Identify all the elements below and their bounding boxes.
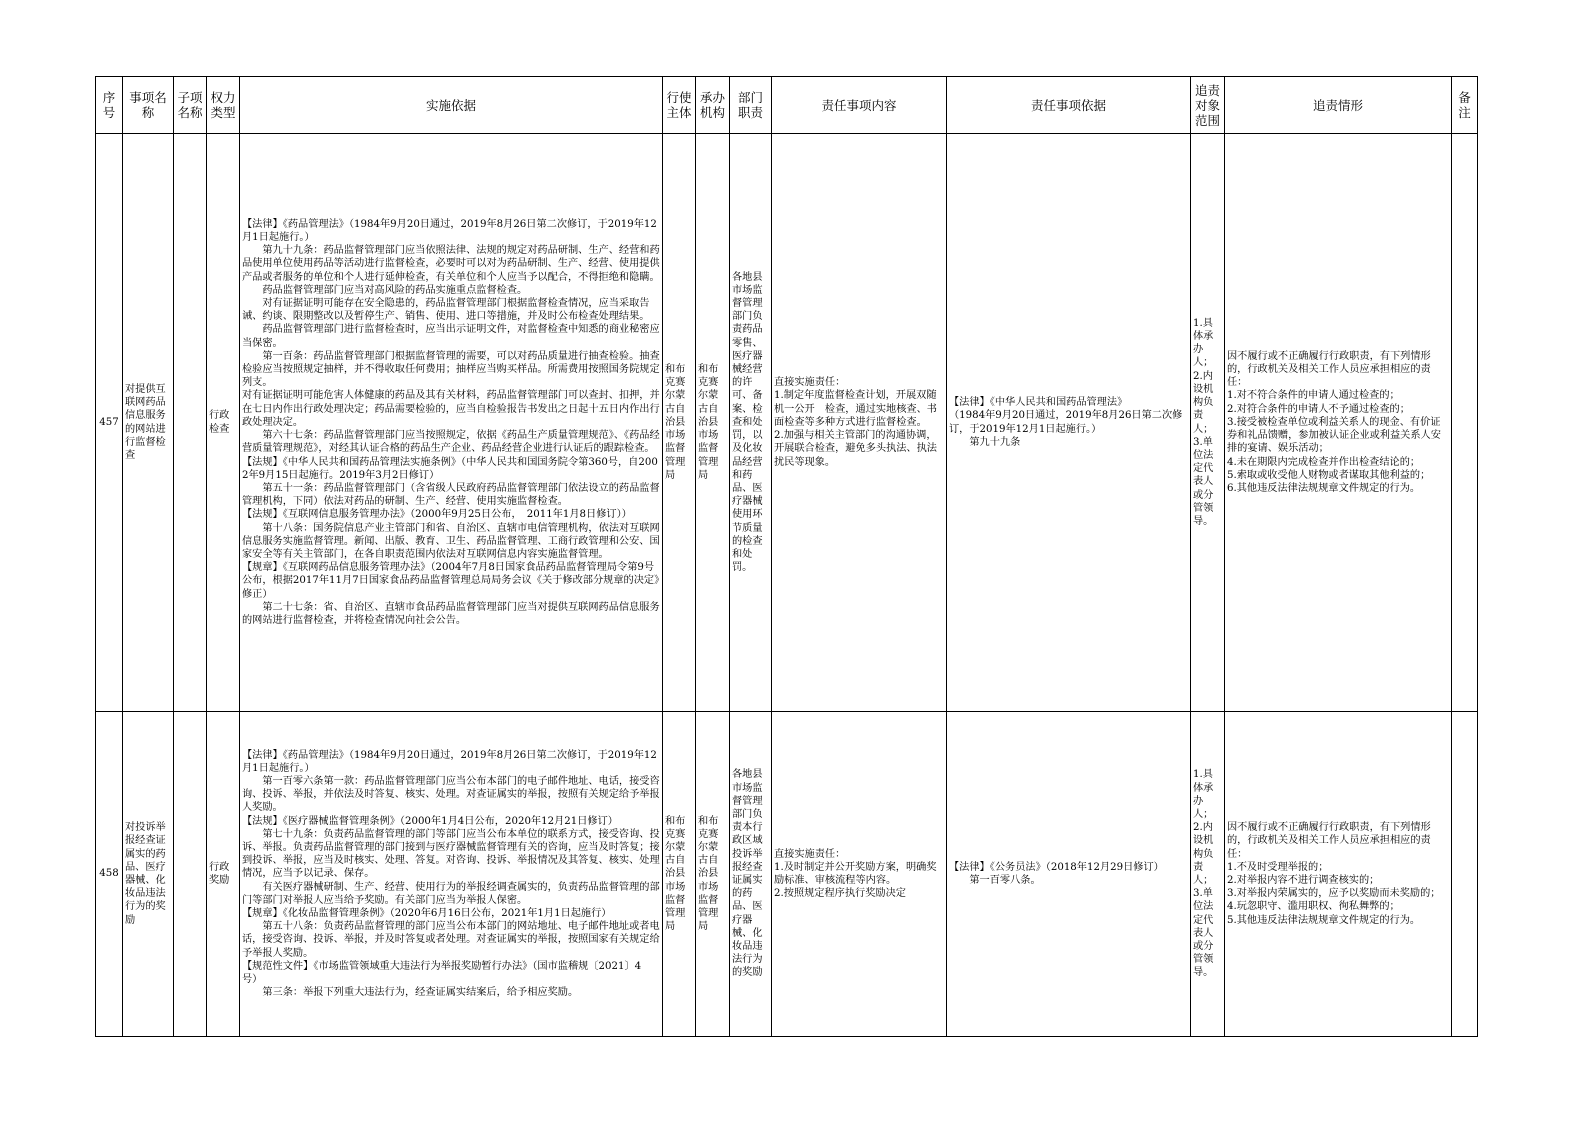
cell-resp-content: 直接实施责任： 1.制定年度监督检查计划，开展双随机一公开 检查，通过实地核查、书面检查等多种方式进行监督检查。 2.加强与相关主管部门的沟通协调，开展联合检查，避免多头执法、执法扰民等现象。 [772, 134, 947, 712]
header-dept-duty: 部门职责 [730, 77, 772, 134]
cell-sub-item [174, 712, 207, 1037]
header-power-type: 权力类型 [207, 77, 240, 134]
power-list-table [95, 76, 1478, 1037]
cell-resp-basis: 【法律】《中华人民共和国药品管理法》 （1984年9月20日通过，2019年8月26日第二次修订，于2019年12月1日起施行。） 第九十九条 [947, 134, 1191, 712]
cell-basis: 【法律】《药品管理法》（1984年9月20日通过，2019年8月26日第二次修订，于2019年12月1日起施行。） 第九十九条：药品监督管理部门应当依照法律、法规的规定对药品研制、生产、经营和药品使用单位使用药品等活动进行监督检查，必要时可以对为药品研制、生产、经营、使用提供产品或者服务的单位和个人进行延伸检查，有关单位和个人应当予以配合，不得拒绝和隐瞒。 药品监督管理部门应当对高风险的药品实施重点监督检查。 对有证据证明可能存在安全隐患的，药品监督管理部门根据监督检查情况，应当采取告诫、约谈、限期整改以及暂停生产、销售、使用、进口等措施，并及时公布检查处理结果。 药品监督管理部门进行监督检查时，应当出示证明文件，对监督检查中知悉的商业秘密应当保密。 第一百条：药品监督管理部门根据监督管理的需要，可以对药品质量进行抽查检验。抽查检验应当按照规定抽样，并不得收取任何费用；抽样应当购买样品。所需费用按照国务院规定列支。 对有证据证明可能危害人体健康的药品及其有关材料，药品监督管理部门可以查封、扣押，并在七日内作出行政处理决定；药品需要检验的，应当自检验报告书发出之日起十五日内作出行政处理决定。 第六十七条：药品监督管理部门应当按照规定，依据《药品生产质量管理规范》、《药品经营质量管理规范》，对经其认证合格的药品生产企业、药品经营企业进行认证后的跟踪检查。 【法规】《中华人民共和国药品管理法实施条例》（中华人民共和国国务院令第360号，自2002年9月15日起施行。2019年3月2日修订） 第五十一条：药品监督管理部门（含省级人民政府药品监督管理部门依法设立的药品监督管理机构，下同）依法对药品的研制、生产、经营、使用实施监督检查。 【法规】《互联网信息服务管理办法》（2000年9月25日公布， 2011年1月8日修订）） 第十八条：国务院信息产业主管部门和省、自治区、直辖市电信管理机构，依法对互联网信息服务实施监督管理。新闻、出版、教育、卫生、药品监督管理、工商行政管理和公安、国家安全等有关主管部门，在各自职责范围内依法对互联网信息内容实施监督管理。 【规章】《互联网药品信息服务管理办法》（2004年7月8日国家食品药品监督管理局令第9号公布，根据2017年11月7日国家食品药品监督管理总局局务会议《关于修改部分规章的决定》修正） 第二十七条：省、自治区、直辖市食品药品监督管理部门应当对提供互联网药品信息服务的网站进行监督检查，并将检查情况向社会公告。 [240, 134, 663, 712]
cell-item-name: 对提供互联网药品信息服务的网站进行监督检查 [123, 134, 174, 712]
cell-acc-cases: 因不履行或不正确履行行政职责，有下列情形的，行政机关及相关工作人员应承担相应的责任： 1.不及时受理举报的； 2.对举报内容不进行调查核实的； 3.对举报内荣属实的，应予以奖励而未奖励的； 4.玩忽职守、滥用职权、徇私舞弊的； 5.其他违反法律法规规章文件规定的行为。 [1225, 712, 1452, 1037]
cell-acc-cases: 因不履行或不正确履行行政职责，有下列情形的，行政机关及相关工作人员应承担相应的责任： 1.对不符合条件的申请人通过检查的； 2.对符合条件的申请人不予通过检查的； 3.接受被检查单位或利益关系人的现金、有价证券和礼品馈赠，参加被认证企业或利益关系人安排的宴请、娱乐活动； 4.未在期限内完成检查并作出检查结论的； 5.索取或收受他人财物或者谋取其他利益的； 6.其他违反法律法规规章文件规定的行为。 [1225, 134, 1452, 712]
cell-remark [1452, 712, 1478, 1037]
header-remark: 备注 [1452, 77, 1478, 134]
cell-subject: 和布克赛尔蒙古自治县市场监督管理局 [663, 712, 696, 1037]
cell-power-type: 行政奖励 [207, 712, 240, 1037]
cell-basis: 【法律】《药品管理法》（1984年9月20日通过，2019年8月26日第二次修订，于2019年12月1日起施行。） 第一百零六条第一款：药品监督管理部门应当公布本部门的电子邮件地址、电话，接受咨询、投诉、举报，并依法及时答复、核实、处理。对查证属实的举报，按照有关规定给予举报人奖励。 【法规】《医疗器械监督管理条例》（2000年1月4日公布，2020年12月21日修订） 第七十九条：负责药品监督管理的部门等部门应当公布本单位的联系方式，接受咨询、投诉、举报。负责药品监督管理的部门接到与医疗器械监督管理有关的咨询，应当及时答复；接到投诉、举报，应当及时核实、处理、答复。对咨询、投诉、举报情况及其答复、核实、处理情况，应当予以记录、保存。 有关医疗器械研制、生产、经营、使用行为的举报经调查属实的，负责药品监督管理的部门等部门对举报人应当给予奖励。有关部门应当为举报人保密。 【规章】《化妆品监督管理条例》（2020年6月16日公布，2021年1月1日起施行） 第五十八条：负责药品监督管理的部门应当公布本部门的网站地址、电子邮件地址或者电话，接受咨询、投诉、举报，并及时答复或者处理。对查证属实的举报，按照国家有关规定给予举报人奖励。 【规范性文件】《市场监管领域重大违法行为举报奖励暂行办法》（国市监稽规〔2021〕4号） 第三条：举报下列重大违法行为，经查证属实结案后，给予相应奖励。 [240, 712, 663, 1037]
cell-remark [1452, 134, 1478, 712]
cell-power-type: 行政检查 [207, 134, 240, 712]
cell-resp-content: 直接实施责任： 1.及时制定并公开奖励方案，明确奖励标准、审核流程等内容。 2.按照规定程序执行奖励决定 [772, 712, 947, 1037]
cell-acc-scope: 1.具体承办人； 2.内设机构负责人； 3.单位法定代表人或分管领导。 [1191, 134, 1225, 712]
cell-sub-item [174, 134, 207, 712]
table-row [96, 134, 1478, 712]
cell-dept-duty: 各地县市场监督管理部门负责药品零售、医疗器械经营的许可、备案、检查和处罚，以及化妆品经营和药品、医疗器械使用环节质量的检查和处罚。 [730, 134, 772, 712]
cell-seq: 458 [96, 712, 123, 1037]
header-acc-cases: 追责情形 [1225, 77, 1452, 134]
cell-handler: 和布克赛尔蒙古自治县市场监督管理局 [696, 712, 730, 1037]
header-basis: 实施依据 [240, 77, 663, 134]
header-acc-scope: 追责对象范围 [1191, 77, 1225, 134]
cell-subject: 和布克赛尔蒙古自治县市场监督管理局 [663, 134, 696, 712]
header-row [96, 77, 1478, 134]
cell-seq: 457 [96, 134, 123, 712]
cell-handler: 和布克赛尔蒙古自治县市场监督管理局 [696, 134, 730, 712]
header-resp-basis: 责任事项依据 [947, 77, 1191, 134]
header-resp-content: 责任事项内容 [772, 77, 947, 134]
header-handler: 承办机构 [696, 77, 730, 134]
header-sub-item: 子项名称 [174, 77, 207, 134]
cell-dept-duty: 各地县市场监督管理部门负责本行政区域投诉举报经查证属实的药品、医疗器械、化妆品违法行为的奖励 [730, 712, 772, 1037]
header-subject: 行使主体 [663, 77, 696, 134]
cell-item-name: 对投诉举报经查证属实的药品、医疗器械、化妆品违法行为的奖励 [123, 712, 174, 1037]
header-seq: 序号 [96, 77, 123, 134]
table-row [96, 712, 1478, 1037]
cell-acc-scope: 1.具体承办人； 2.内设机构负责人； 3.单位法定代表人或分管领导。 [1191, 712, 1225, 1037]
header-item-name: 事项名称 [123, 77, 174, 134]
cell-resp-basis: 【法律】《公务员法》（2018年12月29日修订） 第一百零八条。 [947, 712, 1191, 1037]
